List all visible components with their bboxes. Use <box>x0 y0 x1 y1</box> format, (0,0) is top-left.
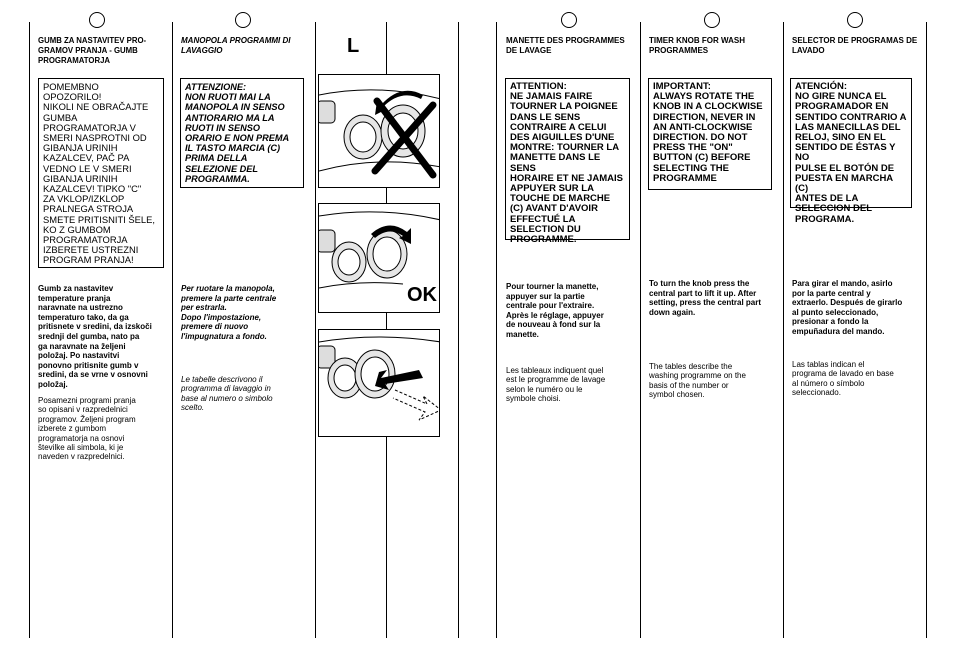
language-marker-circle <box>89 12 105 28</box>
language-marker-circle <box>704 12 720 28</box>
column-divider <box>783 22 784 638</box>
section-title: SELECTOR DE PROGRAMAS DE LAVADO <box>792 36 918 55</box>
program-tables-note: Las tablas indican el programa de lavado en base al número o símbolo seleccionado. <box>792 360 894 398</box>
figure-letter: L <box>347 35 360 57</box>
program-tables-note: Les tableaux indiquent quel est le programme de lavage selon le numéro ou le symbole choisi. <box>506 366 606 404</box>
program-tables-note: Posamezni programi pranja so opisani v razpredelnici programov. Željeni program izberete z gumbom programatorja na osnovi številke ali simbola, ki je naveden v razpredelnici. <box>38 396 136 462</box>
knob-wrong-rotation-illustration <box>319 75 440 188</box>
section-title: MANETTE DES PROGRAMMES DE LAVAGE <box>506 36 625 55</box>
knob-instruction-text: Per ruotare la manopola, premere la parte centrale per estrarla. Dopo l'impostazione, premere di nuovo l'impugnatura a fondo. <box>181 284 277 341</box>
language-marker-circle <box>235 12 251 28</box>
section-title: TIMER KNOB FOR WASH PROGRAMMES <box>649 36 745 55</box>
program-tables-note: The tables describe the washing programme on the basis of the number or symbol chosen. <box>649 362 746 400</box>
figure-knob-wrong-rotation <box>318 74 440 188</box>
warning-box: IMPORTANT: ALWAYS ROTATE THE KNOB IN A CLOCKWISE DIRECTION, NEVER IN AN ANTI-CLOCKWISE DIRECTION. DO NOT PRESS THE "ON" BUTTON (C) BEFORE SELECTING THE PROGRAMME <box>648 78 772 190</box>
knob-instruction-text: To turn the knob press the central part to lift it up. After setting, press the central part down again. <box>649 279 762 317</box>
knob-instruction-text: Pour tourner la manette, appuyer sur la partie centrale pour l'extraire. Après le réglage, appuyer de nouveau à fond sur la manette. <box>506 282 604 339</box>
section-title: MANOPOLA PROGRAMMI DI LAVAGGIO <box>181 36 291 55</box>
warning-box: ATTENZIONE: NON RUOTI MAI LA MANOPOLA IN SENSO ANTIORARIO MA LA RUOTI IN SENSO ORARIO E NON PREMA IL TASTO MARCIA (C) PRIMA DELLA SELEZIONE DEL PROGRAMMA. <box>180 78 304 188</box>
column-divider <box>640 22 641 638</box>
column-divider <box>315 22 316 638</box>
section-title: GUMB ZA NASTAVITEV PRO- GRAMOV PRANJA - GUMB PROGRAMATORJA <box>38 36 147 65</box>
column-divider <box>496 22 497 638</box>
warning-box: ATTENTION: NE JAMAIS FAIRE TOURNER LA POIGNEE DANS LE SENS CONTRAIRE A CELUI DES AIGUILLES D'UNE MONTRE: TOURNER LA MANETTE DANS LE SENS HORAIRE ET NE JAMAIS APPUYER SUR LA TOUCHE DE MARCHE (C) AVANT D'AVOIR EFFECTUÉ LA SELECTION DU PROGRAMME. <box>505 78 630 240</box>
column-divider <box>172 22 173 638</box>
column-divider <box>458 22 459 638</box>
warning-box: POMEMBNO OPOZORILO! NIKOLI NE OBRAČAJTE GUMBA PROGRAMATORJA V SMERI NASPROTNI OD GIBANJA URINIH KAZALCEV, PAČ PA VEDNO LE V SMERI GIBANJA URINIH KAZALCEV! TIPKO "C" ZA VKLOP/IZKLOP PRALNEGA STROJA SMETE PRITISNITI ŠELE, KO Z GUMBOM PROGRAMATORJA IZBERETE USTREZNI PROGRAM PRANJA! <box>38 78 164 268</box>
knob-press-center-illustration <box>319 330 440 437</box>
program-tables-note: Le tabelle descrivono il programma di lavaggio in base al numero o simbolo scelto. <box>181 375 273 413</box>
knob-instruction-text: Gumb za nastavitev temperature pranja naravnate na ustrezno temperaturo tako, da ga pritisnete v sredini, da izskoči srednji del gumba, nato pa ga naravnate na željeni položaj. Po nastavitvi ponovno pritisnite gumb v sredini, da se vrne v osnovni položaj. <box>38 284 152 389</box>
language-marker-circle <box>847 12 863 28</box>
column-divider <box>926 22 927 638</box>
warning-box: ATENCIÓN: NO GIRE NUNCA EL PROGRAMADOR EN SENTIDO CONTRARIO A LAS MANECILLAS DEL RELOJ, SINO EN EL SENTIDO DE ÉSTAS Y NO PULSE EL BOTÓN DE PUESTA EN MARCHA (C) ANTES DE LA SELECCION DEL PROGRAMA. <box>790 78 912 208</box>
knob-instruction-text: Para girar el mando, asirlo por la parte central y extraerlo. Después de girarlo al punto seleccionado, presionar a fondo la empuñadura del mando. <box>792 279 903 336</box>
ok-label: OK <box>407 284 437 306</box>
figure-knob-press-center <box>318 329 440 437</box>
language-marker-circle <box>561 12 577 28</box>
column-divider <box>29 22 30 638</box>
